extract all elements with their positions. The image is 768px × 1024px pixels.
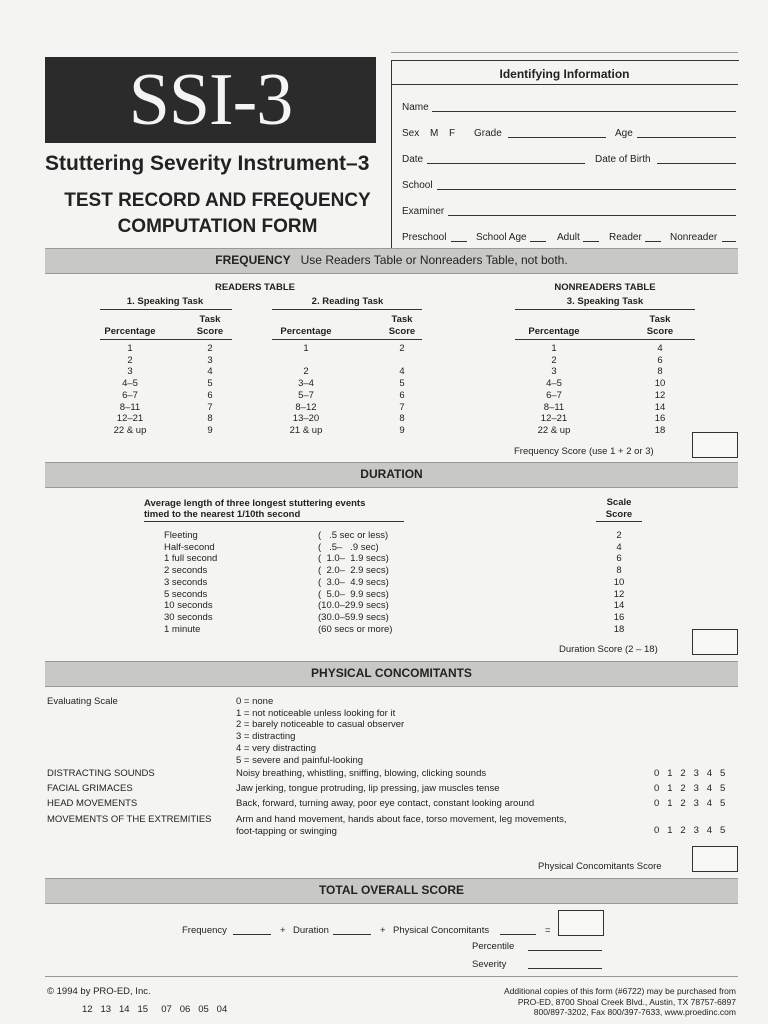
age-field[interactable] [637,127,736,138]
printing-numbers: 12 13 14 15 07 06 05 04 [82,1004,228,1015]
dob-label: Date of Birth [595,154,651,165]
row-extremities: MOVEMENTS OF THE EXTREMITIES [47,814,212,825]
age-label: Age [615,128,633,139]
preschool-blank[interactable] [451,231,467,242]
total-duration-label: Duration [293,925,329,936]
reader-blank[interactable] [645,231,661,242]
row-facial-grimaces: FACIAL GRIMACES [47,783,133,794]
task1-title: 1. Speaking Task [126,296,204,307]
total-score-box[interactable] [558,910,604,936]
t3-task-header: Task [649,314,671,325]
form-title-line-1: TEST RECORD AND FREQUENCY [64,190,371,211]
row-distracting-sounds-desc: Noisy breathing, whistling, sniffing, blowing, clicking sounds [236,768,487,779]
frequency-title: FREQUENCY [215,253,291,267]
scale-score-header-1: Scale [606,497,632,508]
category-reader: Reader [609,232,642,243]
t2-percentage-values: 1 2 3–4 5–7 8–12 13–20 21 & up [289,343,323,436]
t2-percentage-header: Percentage [280,326,332,337]
scale-score-header-2: Score [605,509,633,520]
duration-header: DURATION [360,467,423,481]
duration-ranges: ( .5 sec or less) ( .5– .9 sec) ( 1.0– 1.9 secs) ( 2.0– 2.9 secs) ( 3.0– 4.9 secs) ( 5.0– 9.9 secs) (10.0–29.9 secs) (30.0–59.9 secs) (60 secs or more) [318,530,393,635]
severity-field[interactable] [528,958,602,969]
school-age-blank[interactable] [530,231,546,242]
duration-instruction-2: timed to the nearest 1/10th second [144,509,301,520]
dob-field[interactable] [657,153,736,164]
t1-percentage-header: Percentage [104,326,156,337]
footer-rule [45,976,738,977]
t2-score-values: 2 4 5 6 7 8 9 [399,343,405,436]
equals-sign: = [545,925,551,936]
name-field[interactable] [432,101,736,112]
school-label: School [402,180,433,191]
t3-score-values: 4 6 8 10 12 14 16 18 [654,343,666,436]
task2-rule [272,309,422,310]
t1-score-header: Score [196,326,224,337]
logo-title: SSI-3 [128,59,293,141]
physical-header: PHYSICAL CONCOMITANTS [311,666,472,680]
scale-score-rule [596,521,642,522]
frequency-score-label: Frequency Score (use 1 + 2 or 3) [514,446,654,457]
duration-scale-scores: 2 4 6 8 10 12 14 16 18 [613,530,625,635]
row-head-movements: HEAD MOVEMENTS [47,798,138,809]
category-adult: Adult [557,232,580,243]
date-label: Date [402,154,424,165]
evaluating-scale-values: 0 = none 1 = not noticeable unless looking for it 2 = barely noticeable to casual observer 3 = distracting 4 = very distracting 5 = severe and painful-looking [236,696,405,766]
frequency-header [45,248,738,272]
rating-head-movements[interactable]: 0 1 2 3 4 5 [654,798,726,809]
total-frequency-label: Frequency [182,925,227,936]
sex-label: Sex [402,128,420,139]
grade-label: Grade [474,128,502,139]
grade-field[interactable] [508,127,606,138]
t3-percentage-header: Percentage [528,326,580,337]
rating-distracting-sounds[interactable]: 0 1 2 3 4 5 [654,768,726,779]
t1-header-rule [100,339,232,340]
total-physical-field[interactable] [500,924,536,935]
row-distracting-sounds: DISTRACTING SOUNDS [47,768,155,779]
addl-line-2: PRO-ED, 8700 Shoal Creek Blvd., Austin, TX 78757-6897 [517,996,736,1007]
row-facial-grimaces-desc: Jaw jerking, tongue protruding, lip pressing, jaw muscles tense [236,783,500,794]
form-title [45,188,390,240]
examiner-label: Examiner [402,206,445,217]
duration-score-label: Duration Score (2 – 18) [559,644,658,655]
frequency-score-box[interactable] [692,432,738,458]
sex-f-option[interactable]: F [449,128,456,139]
identifying-title-rule [391,84,738,85]
row-head-movements-desc: Back, forward, turning away, poor eye contact, constant looking around [236,798,535,809]
instrument-subtitle: Stuttering Severity Instrument–3 [45,152,370,175]
total-physical-label: Physical Concomitants [393,925,490,936]
row-extremities-desc: Arm and hand movement, hands about face, torso movement, leg movements, foot-tapping or swinging [236,814,567,837]
duration-score-box[interactable] [692,629,738,655]
percentile-label: Percentile [472,941,515,952]
task1-rule [100,309,232,310]
nonreader-blank[interactable] [722,231,736,242]
date-field[interactable] [427,153,585,164]
duration-instruction-rule [144,521,404,522]
copyright: © 1994 by PRO-ED, Inc. [47,986,151,997]
t2-header-rule [272,339,422,340]
task2-title: 2. Reading Task [311,296,384,307]
t2-task-header: Task [391,314,413,325]
evaluating-scale-label: Evaluating Scale [47,696,118,707]
form-title-line-2: COMPUTATION FORM [117,216,318,237]
category-school-age: School Age [476,232,527,243]
addl-line-1: Additional copies of this form (#6722) may be purchased from [504,986,736,996]
t3-score-header: Score [646,326,674,337]
physical-score-box[interactable] [692,846,738,872]
rating-extremities[interactable]: 0 1 2 3 4 5 [654,825,726,836]
t1-score-values: 2 3 4 5 6 7 8 9 [207,343,213,436]
identifying-info-title: Identifying Information [499,67,630,81]
percentile-field[interactable] [528,940,602,951]
severity-label: Severity [472,959,507,970]
plus-sign-1: + [280,925,286,936]
examiner-field[interactable] [448,205,736,216]
total-header: TOTAL OVERALL SCORE [318,883,465,897]
category-preschool: Preschool [402,232,447,243]
readers-table-title: READERS TABLE [214,282,296,293]
frequency-instruction: Use Readers Table or Nonreaders Table, not both. [300,253,568,267]
task3-rule [515,309,695,310]
additional-copies-note [430,986,736,1018]
rating-facial-grimaces[interactable]: 0 1 2 3 4 5 [654,783,726,794]
t3-percentage-values: 1 2 3 4–5 6–7 8–11 12–21 22 & up [537,343,571,436]
sex-m-option[interactable]: M [430,128,439,139]
t1-task-header: Task [199,314,221,325]
t1-percentage-values: 1 2 3 4–5 6–7 8–11 12–21 22 & up [113,343,147,436]
duration-instruction-1: Average length of three longest stuttering events [144,498,366,509]
total-duration-field[interactable] [333,924,371,935]
school-field[interactable] [437,179,736,190]
adult-blank[interactable] [583,231,599,242]
total-frequency-field[interactable] [233,924,271,935]
category-nonreader: Nonreader [670,232,718,243]
duration-events: Fleeting Half-second 1 full second 2 seconds 3 seconds 5 seconds 10 seconds 30 seconds 1 minute [164,530,218,635]
t3-header-rule [515,339,695,340]
plus-sign-2: + [380,925,386,936]
t2-score-header: Score [388,326,416,337]
nonreaders-table-title: NONREADERS TABLE [554,282,656,293]
physical-score-label: Physical Concomitants Score [538,861,662,872]
name-label: Name [402,102,429,113]
addl-line-3: 800/897-3202, Fax 800/397-7633, www.proedinc.com [533,1007,736,1017]
task3-title: 3. Speaking Task [566,296,644,307]
